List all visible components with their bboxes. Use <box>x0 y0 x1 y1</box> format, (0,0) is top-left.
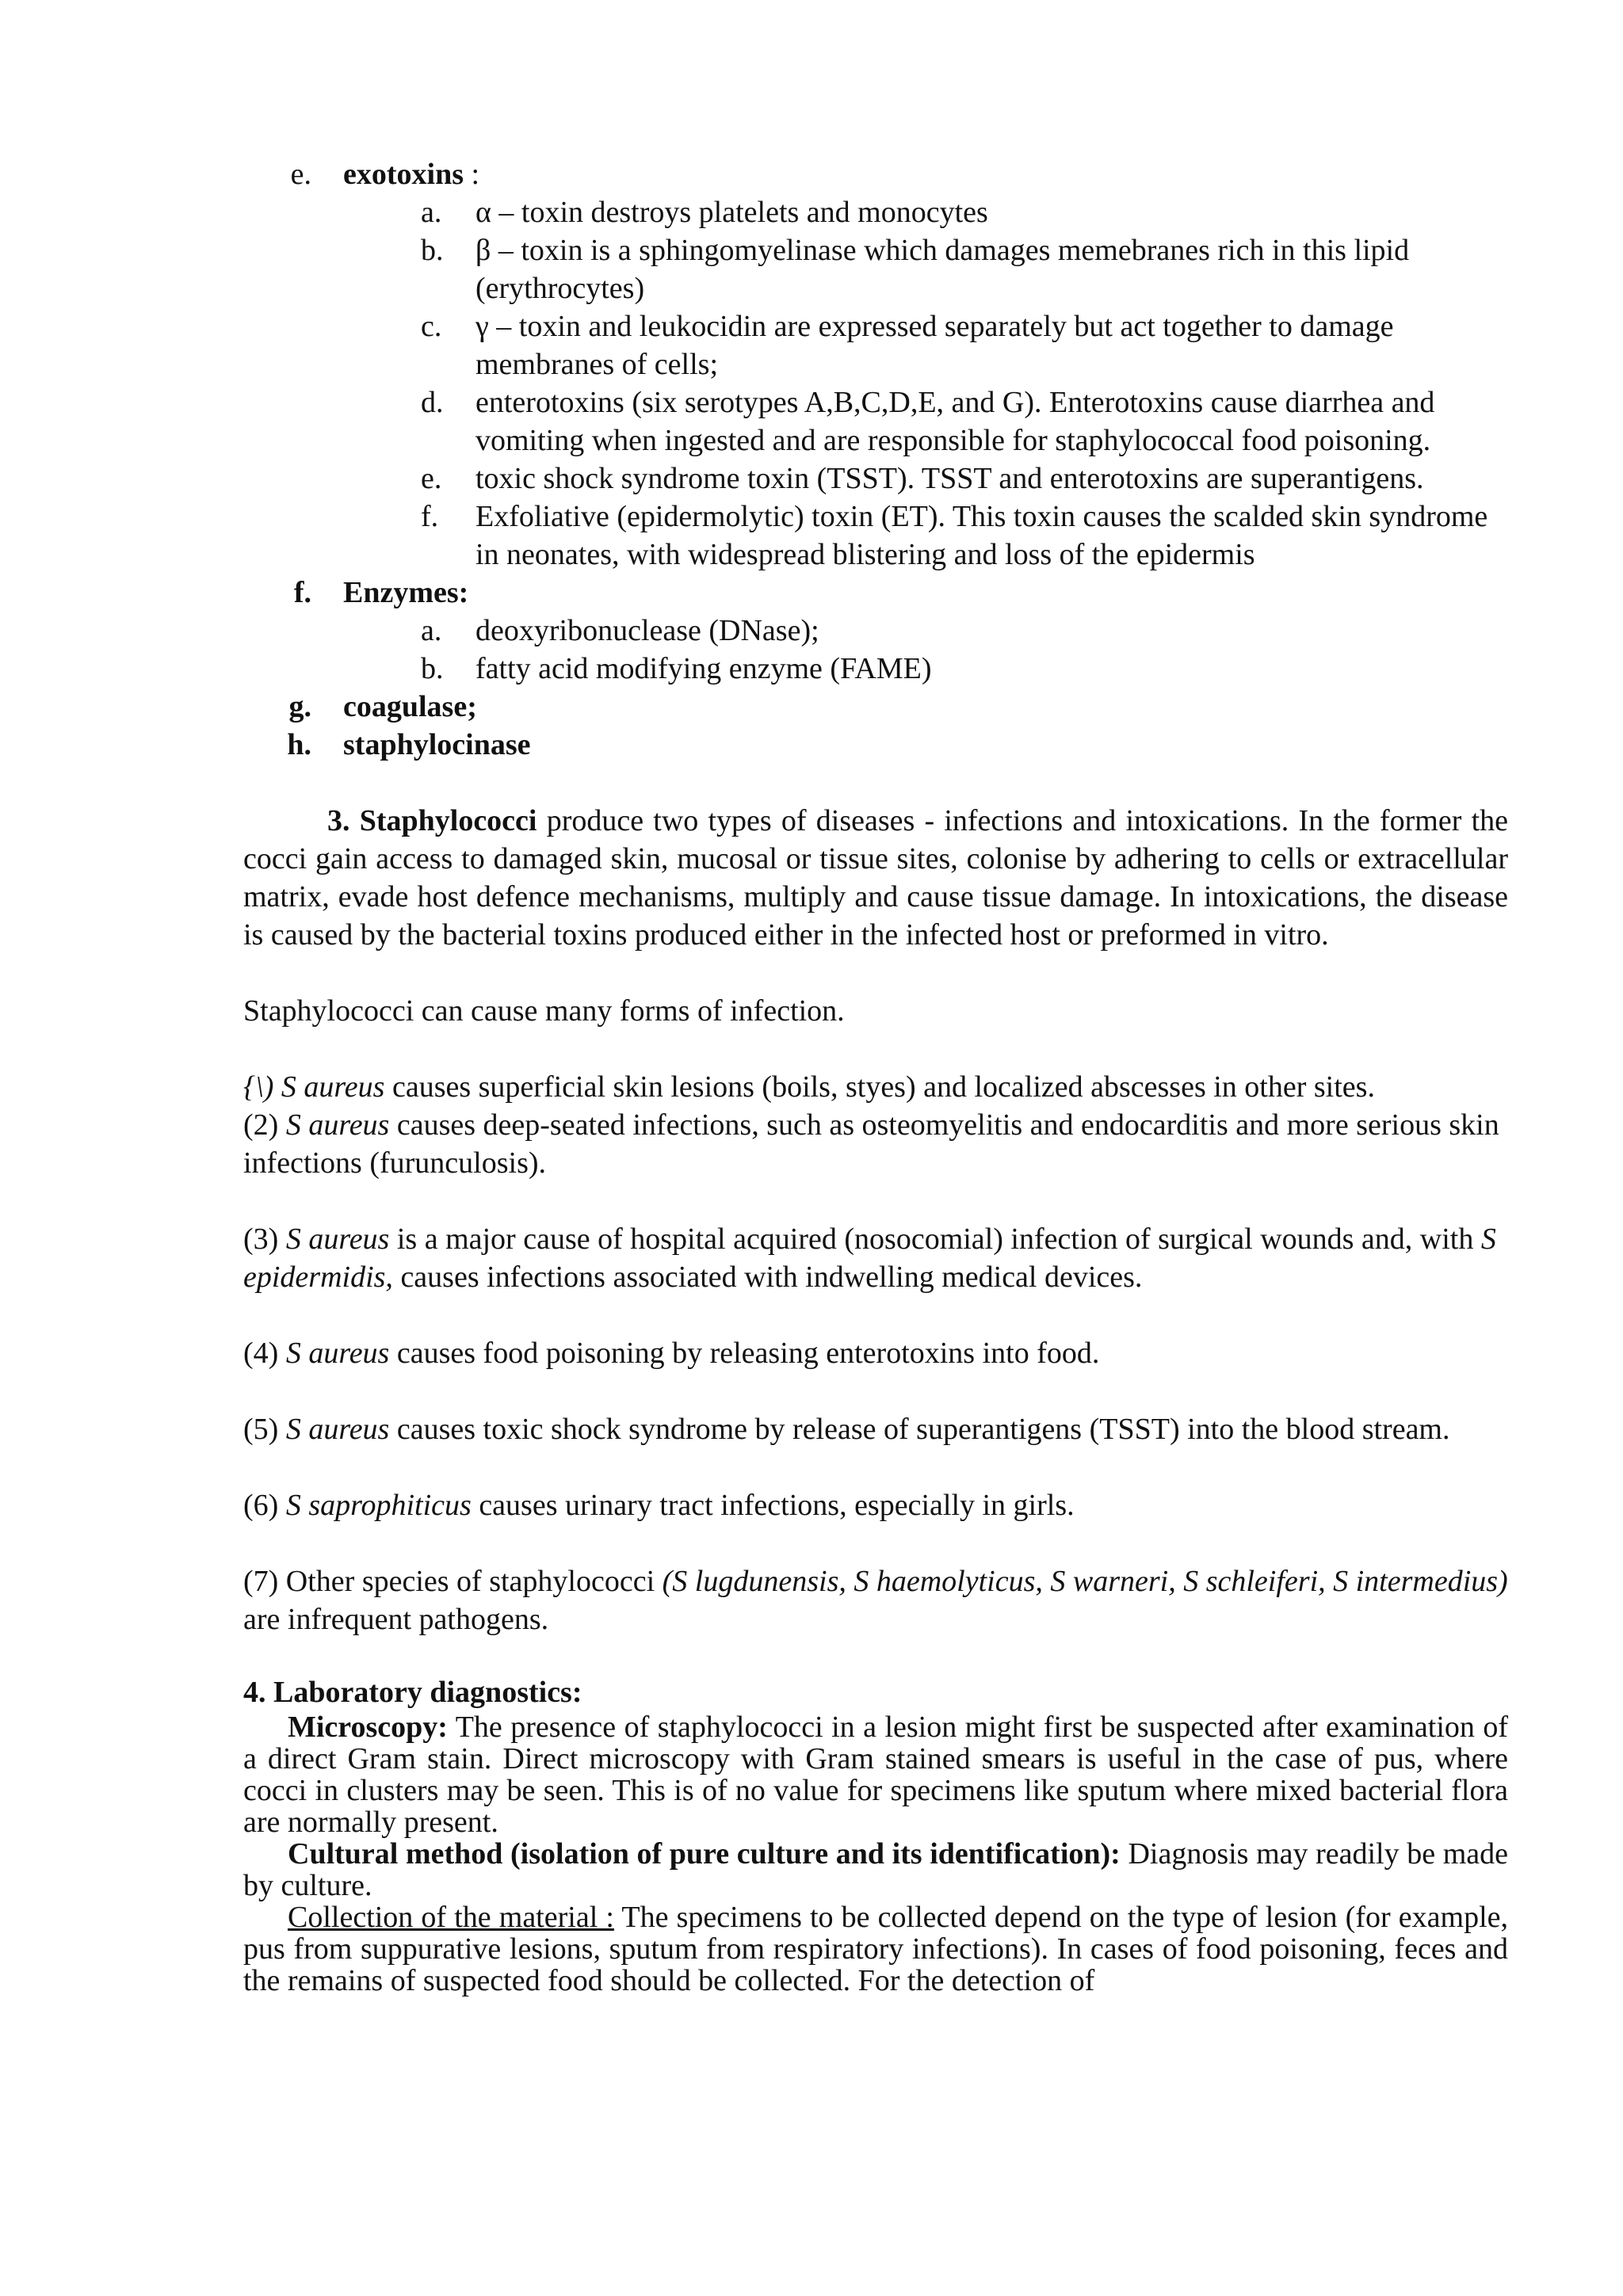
list-item <box>243 383 1508 460</box>
heading-enzymes: Enzymes: <box>343 576 469 609</box>
spacer <box>243 1182 1508 1220</box>
paragraph-infection-1 <box>243 1068 1508 1106</box>
spacer <box>243 1638 1508 1673</box>
list-item-text: γ – toxin and leukocidin are expressed separately but act together to damage membranes of cells; <box>475 310 1394 381</box>
collection-text: The specimens to be collected depend on the type of lesion (for example, pus from suppurative lesions, sputum from respiratory infections). In cases of food poisoning, feces and the remains of suspected food should be collected. For the detection of <box>243 1901 1508 1997</box>
species-name: (S lugdunensis, S haemolyticus, S warneri, S schleiferi, S intermedius) <box>662 1565 1508 1598</box>
list-item-text: α – toxin destroys platelets and monocytes <box>475 196 988 229</box>
microscopy-label: Microscopy: <box>288 1711 448 1744</box>
list-item-text: enterotoxins (six serotypes A,B,C,D,E, and G). Enterotoxins cause diarrhea and vomiting when ingested and are responsible for staphylococcal food poisoning. <box>475 386 1435 457</box>
list-item <box>243 498 1508 574</box>
spacer <box>243 1030 1508 1068</box>
paragraph-section-3 <box>243 802 1508 954</box>
list-marker: c. <box>421 310 442 343</box>
species-name: S aureus <box>285 1108 390 1142</box>
list-marker: b. <box>421 234 444 267</box>
spacer <box>243 764 1508 802</box>
infection-4-prefix: (4) <box>243 1337 286 1370</box>
species-name: S saprophiticus <box>285 1489 472 1522</box>
list-marker: e. <box>421 462 442 495</box>
microscopy-text: The presence of staphylococci in a lesion might first be suspected after examination of a direct Gram stain. Direct microscopy with Gram stained smears is useful in the case of pus, where cocci in clusters may be seen. This is of no value for specimens like sputum where mixed bacterial flora are normally present. <box>243 1711 1508 1839</box>
list-item-text: toxic shock syndrome toxin (TSST). TSST and enterotoxins are superantigens. <box>475 462 1424 495</box>
list-marker: b. <box>421 652 444 685</box>
infection-3-text-a: is a major cause of hospital acquired (nosocomial) infection of surgical wounds and, with <box>389 1222 1481 1256</box>
species-name: S aureus <box>285 1413 390 1446</box>
page-content <box>243 155 1508 1997</box>
infection-6-prefix: (6) <box>243 1489 286 1522</box>
list-item-exotoxins: e. exotoxins : <box>290 158 480 191</box>
paragraph-infection-6 <box>243 1486 1508 1524</box>
list-item-text: Exfoliative (epidermolytic) toxin (ET). This toxin causes the scalded skin syndrome in neonates, with widespread blistering and loss of the epidermis <box>475 500 1488 571</box>
list-item <box>243 612 1508 650</box>
infection-1-prefix: {\) <box>243 1070 281 1104</box>
paragraph-intro-infection: Staphylococci can cause many forms of infection. <box>243 994 845 1028</box>
list-item-text: fatty acid modifying enzyme (FAME) <box>475 652 932 685</box>
spacer <box>243 1524 1508 1562</box>
heading-suffix: : <box>464 158 480 191</box>
infection-3-prefix: (3) <box>243 1222 286 1256</box>
list-marker: d. <box>421 386 444 419</box>
heading-exotoxins: exotoxins <box>343 158 464 191</box>
paragraph-infection-3 <box>243 1220 1508 1296</box>
infection-5-text: causes toxic shock syndrome by release of superantigens (TSST) into the blood stream. <box>389 1413 1450 1446</box>
paragraph-microscopy <box>243 1711 1508 1838</box>
infection-2-text: causes deep-seated infections, such as osteomyelitis and endocarditis and more serious skin infections (furunculosis). <box>243 1108 1499 1180</box>
list-marker: a. <box>421 196 442 229</box>
spacer <box>243 1448 1508 1486</box>
collection-label: Collection of the material : <box>288 1901 614 1934</box>
list-item <box>243 193 1508 231</box>
list-item <box>243 460 1508 498</box>
infection-1-text: causes superficial skin lesions (boils, styes) and localized abscesses in other sites. <box>384 1070 1375 1104</box>
cultural-label: Cultural method (isolation of pure culture and its identification): <box>288 1837 1121 1871</box>
cultural-text: Diagnosis may readily be made by culture. <box>243 1837 1508 1902</box>
spacer <box>243 954 1508 992</box>
list-marker: a. <box>421 614 442 647</box>
list-item <box>243 650 1508 688</box>
list-item-text: β – toxin is a sphingomyelinase which damages memebranes rich in this lipid (erythrocytes) <box>475 234 1410 305</box>
species-name: S aureus <box>285 1337 390 1370</box>
spacer <box>243 1372 1508 1410</box>
paragraph-infection-2 <box>243 1106 1508 1182</box>
heading-staphylocinase: staphylocinase <box>343 728 531 761</box>
infection-7-prefix: (7) Other species of staphylococci <box>243 1565 663 1598</box>
list-item <box>243 307 1508 383</box>
list-item-coagulase: g. coagulase; <box>288 690 477 723</box>
list-item-text: deoxyribonuclease (DNase); <box>475 614 819 647</box>
list-marker: f. <box>421 500 439 533</box>
list-item-staphylocinase: h. staphylocinase <box>287 728 531 761</box>
infection-5-prefix: (5) <box>243 1413 286 1446</box>
infection-4-text: causes food poisoning by releasing enterotoxins into food. <box>389 1337 1100 1370</box>
infection-6-text: causes urinary tract infections, especially in girls. <box>471 1489 1075 1522</box>
species-name: S aureus <box>281 1070 385 1104</box>
species-name: S epidermidis, <box>243 1222 1496 1294</box>
section-4-heading: 4. Laboratory diagnostics: <box>243 1676 582 1709</box>
infection-7-text: are infrequent pathogens. <box>243 1603 549 1636</box>
paragraph-cultural-method <box>243 1838 1508 1901</box>
infection-3-text-b: causes infections associated with indwelling medical devices. <box>392 1261 1143 1294</box>
species-name: S aureus <box>285 1222 390 1256</box>
paragraph-infection-7 <box>243 1562 1508 1638</box>
list-item-enzymes: f. Enzymes: <box>293 576 469 609</box>
heading-coagulase: coagulase; <box>343 690 477 723</box>
infection-2-prefix: (2) <box>243 1108 286 1142</box>
section-3-heading: 3. Staphylococci <box>327 804 537 837</box>
list-item <box>243 231 1508 307</box>
spacer <box>243 1296 1508 1334</box>
paragraph-infection-4 <box>243 1334 1508 1372</box>
section-3-text: produce two types of diseases - infections and intoxications. In the former the cocci gain access to damaged skin, mucosal or tissue sites, colonise by adhering to cells or extracellular matrix, evade host defence mechanisms, multiply and cause tissue damage. In intoxications, the disease is caused by the bacterial toxins produced either in the infected host or preformed in vitro. <box>243 804 1508 952</box>
paragraph-infection-5 <box>243 1410 1508 1448</box>
paragraph-collection <box>243 1901 1508 1997</box>
